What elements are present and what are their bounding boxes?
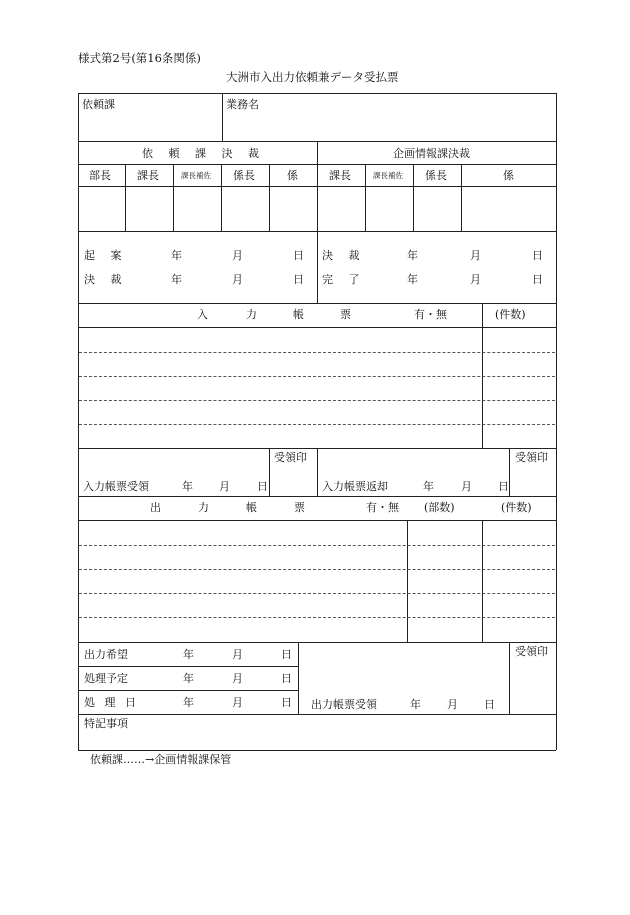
processed-year: 年 xyxy=(183,696,194,709)
decide-year: 年 xyxy=(171,273,182,286)
input-count: (件数) xyxy=(495,308,526,321)
input-receipt-day: 日 xyxy=(257,480,268,493)
decide-day: 日 xyxy=(293,273,304,286)
decide-label: 決 裁 xyxy=(84,273,128,286)
scheduled-label: 処理予定 xyxy=(84,672,128,685)
input-heading-char: 力 xyxy=(246,308,257,321)
col-kacho-right: 課長 xyxy=(329,169,351,182)
desired-day: 日 xyxy=(281,648,292,661)
input-return-year: 年 xyxy=(423,480,434,493)
output-copies: (部数) xyxy=(424,501,455,514)
input-heading-char: 入 xyxy=(197,308,208,321)
draft-month: 月 xyxy=(232,249,243,262)
scheduled-day: 日 xyxy=(281,672,292,685)
processed-day: 日 xyxy=(281,696,292,709)
input-heading-char: 票 xyxy=(340,308,351,321)
col-kachohosa: 課長補佐 xyxy=(181,171,211,180)
input-receipt-year: 年 xyxy=(182,480,193,493)
form-title: 大洲市入出力依頼兼データ受払票 xyxy=(226,70,399,84)
col-bucho: 部長 xyxy=(89,169,111,182)
output-receipt-label: 出力帳票受領 xyxy=(311,698,377,711)
input-stamp-label: 受領印 xyxy=(274,451,307,464)
approve-day: 日 xyxy=(532,249,543,262)
output-heading-char: 出 xyxy=(150,501,161,514)
col-kakari-right: 係 xyxy=(503,169,514,182)
desired-label: 出力希望 xyxy=(84,648,128,661)
task-label: 業務名 xyxy=(226,98,259,111)
col-kakaricho-right: 係長 xyxy=(425,169,447,182)
desired-month: 月 xyxy=(232,648,243,661)
input-receipt-label: 入力帳票受領 xyxy=(83,480,149,493)
output-receipt-year: 年 xyxy=(410,698,421,711)
scheduled-year: 年 xyxy=(183,672,194,685)
processed-label: 処 理 日 xyxy=(84,696,139,709)
output-receipt-month: 月 xyxy=(447,698,458,711)
special-notes-label: 特記事項 xyxy=(84,717,128,730)
decide-month: 月 xyxy=(232,273,243,286)
approve-month: 月 xyxy=(470,249,481,262)
draft-day: 日 xyxy=(293,249,304,262)
col-kacho: 課長 xyxy=(137,169,159,182)
output-count: (件数) xyxy=(501,501,532,514)
input-yes-no: 有・無 xyxy=(414,308,447,321)
input-return-label: 入力帳票返却 xyxy=(322,480,388,493)
output-receipt-day: 日 xyxy=(484,698,495,711)
complete-label: 完 了 xyxy=(322,273,366,286)
approve-label: 決 裁 xyxy=(322,249,366,262)
input-receipt-month: 月 xyxy=(219,480,230,493)
processed-month: 月 xyxy=(232,696,243,709)
routing-note: 依頼課……→企画情報課保管 xyxy=(90,753,232,766)
draft-year: 年 xyxy=(171,249,182,262)
dept-label: 依頼課 xyxy=(82,98,115,111)
planning-approval-heading: 企画情報課決裁 xyxy=(393,147,470,160)
scheduled-month: 月 xyxy=(232,672,243,685)
input-stamp-label-right: 受領印 xyxy=(515,451,548,464)
complete-year: 年 xyxy=(407,273,418,286)
complete-day: 日 xyxy=(532,273,543,286)
complete-month: 月 xyxy=(470,273,481,286)
output-yes-no: 有・無 xyxy=(366,501,399,514)
draft-label: 起 案 xyxy=(84,249,128,262)
input-heading-char: 帳 xyxy=(293,308,304,321)
requesting-approval-heading: 依 頼 課 決 裁 xyxy=(142,147,265,160)
approve-year: 年 xyxy=(407,249,418,262)
output-stamp-label: 受領印 xyxy=(515,645,548,658)
input-return-month: 月 xyxy=(461,480,472,493)
col-kakari: 係 xyxy=(287,169,298,182)
output-heading-char: 力 xyxy=(198,501,209,514)
desired-year: 年 xyxy=(183,648,194,661)
col-kakaricho: 係長 xyxy=(233,169,255,182)
col-kachohosa-right: 課長補佐 xyxy=(373,171,403,180)
input-return-day: 日 xyxy=(498,480,509,493)
form-number: 様式第2号(第16条関係) xyxy=(78,51,201,65)
output-heading-char: 票 xyxy=(294,501,305,514)
output-heading-char: 帳 xyxy=(246,501,257,514)
